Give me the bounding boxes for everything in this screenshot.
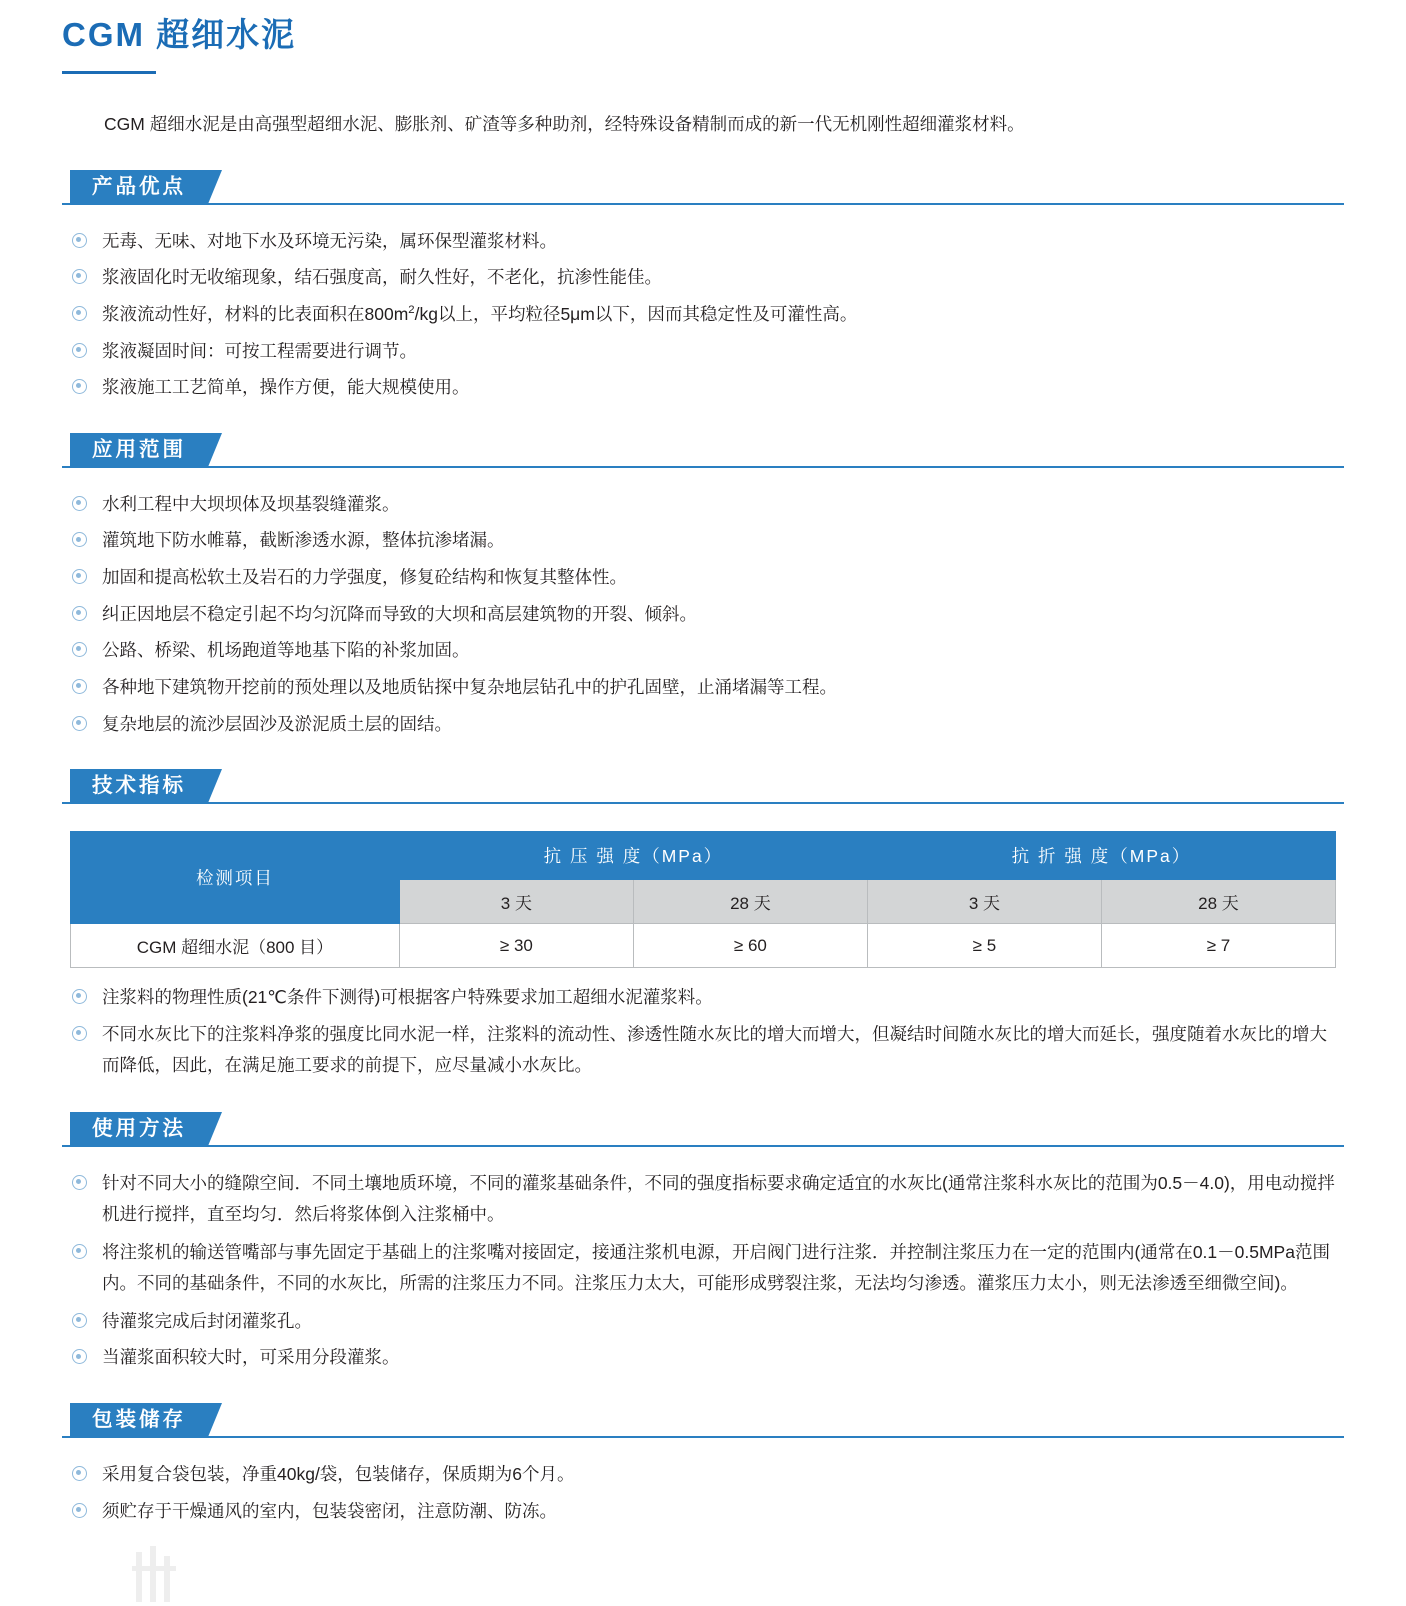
list-item [70, 672, 1336, 703]
list-item-text: 采用复合袋包装，净重40kg/袋，包装储存，保质期为6个月。 [102, 1464, 575, 1485]
list-item [70, 372, 1336, 403]
list-item [70, 226, 1336, 257]
list-item [70, 635, 1336, 666]
bullet-circle-icon [72, 606, 87, 621]
list-item-text: 待灌浆完成后封闭灌浆孔。 [102, 1310, 312, 1331]
section-heading-rule [62, 1436, 1344, 1438]
packaging-list [70, 1459, 1336, 1526]
application-list [70, 489, 1336, 739]
header-cell-compressive: 抗 压 强 度（MPa） [399, 832, 867, 880]
section-heading-rule [62, 466, 1344, 468]
section-heading-label: 应用范围 [70, 433, 208, 467]
list-item [70, 1019, 1336, 1082]
list-item-text: 公路、桥梁、机场跑道等地基下陷的补浆加固。 [102, 640, 470, 661]
bullet-circle-icon [72, 1349, 87, 1364]
table-row [71, 924, 1336, 968]
list-item [70, 1168, 1336, 1231]
list-item-text-superscript: 2 [408, 304, 415, 317]
list-item-text: 浆液固化时无收缩现象，结石强度高，耐久性好，不老化，抗渗性能佳。 [102, 267, 662, 288]
bullet-circle-icon [72, 989, 87, 1004]
section-technical-specs [0, 769, 1406, 1082]
title-underline [62, 71, 156, 74]
list-item-text: 灌筑地下防水帷幕，截断渗透水源，整体抗渗堵漏。 [102, 530, 505, 551]
list-item [70, 336, 1336, 367]
spec-table [70, 831, 1336, 968]
title-block [0, 0, 1406, 74]
list-item [70, 1237, 1336, 1300]
list-item-text: 纠正因地层不稳定引起不均匀沉降而导致的大坝和高层建筑物的开裂、倾斜。 [102, 603, 697, 624]
list-item-text: 无毒、无味、对地下水及环境无污染，属环保型灌浆材料。 [102, 230, 557, 251]
header-cell-flexural: 抗 折 强 度（MPa） [867, 832, 1335, 880]
section-heading-label: 技术指标 [70, 769, 208, 803]
bullet-circle-icon [72, 496, 87, 511]
list-item-text: 复杂地层的流沙层固沙及淤泥质土层的固结。 [102, 713, 452, 734]
section-application-scope [0, 433, 1406, 739]
section-heading-rule [62, 802, 1344, 804]
list-item [70, 262, 1336, 293]
section-heading-label: 包装储存 [70, 1403, 208, 1437]
list-item [70, 562, 1336, 593]
list-item [70, 1306, 1336, 1337]
list-item [70, 599, 1336, 630]
list-item [70, 982, 1336, 1013]
bullet-circle-icon [72, 269, 87, 284]
bullet-circle-icon [72, 569, 87, 584]
section-heading-bar [62, 1403, 1344, 1445]
bullet-circle-icon [72, 1026, 87, 1041]
list-item-text: 加固和提高松软土及岩石的力学强度，修复砼结构和恢复其整体性。 [102, 567, 627, 588]
bullet-circle-icon [72, 716, 87, 731]
list-item [70, 299, 1336, 330]
list-item-text: 水利工程中大坝坝体及坝基裂缝灌浆。 [102, 493, 400, 514]
list-item-text: 当灌浆面积较大时，可采用分段灌浆。 [102, 1347, 400, 1368]
list-item-text: 浆液凝固时间：可按工程需要进行调节。 [102, 340, 417, 361]
list-item [70, 1459, 1336, 1490]
list-item-text: 将注浆机的输送管嘴部与事先固定于基础上的注浆嘴对接固定，接通注浆机电源，开启阀门进行注浆．并控制注浆压力在一定的范围内(通常在0.1－0.5MPa范围内。不同的基础条件，不同的水灰比，所需的注浆压力不同。注浆压力太大，可能形成劈裂注浆，无法均匀渗透。灌浆压力太小，则无法渗透至细微空间)。 [102, 1241, 1330, 1294]
section-heading-bar [62, 170, 1344, 212]
bullet-circle-icon [72, 343, 87, 358]
subheader-cell-f28d: 28 天 [1101, 880, 1335, 924]
section-heading-bar [62, 1112, 1344, 1154]
section-heading-label: 使用方法 [70, 1112, 208, 1146]
cell-flexural-28d: ≥ 7 [1101, 924, 1335, 968]
section-heading-label: 产品优点 [70, 170, 208, 204]
table-header-row [71, 832, 1336, 880]
list-item-text: 不同水灰比下的注浆料净浆的强度比同水泥一样，注浆料的流动性、渗透性随水灰比的增大而增大，但凝结时间随水灰比的增大而延长，强度随着水灰比的增大而降低，因此，在满足施工要求的前提下，应尽量减小水灰比。 [102, 1023, 1327, 1076]
cell-compressive-3d: ≥ 30 [399, 924, 633, 968]
list-item-text: 各种地下建筑物开挖前的预处理以及地质钻探中复杂地层钻孔中的护孔固壁，止涌堵漏等工程。 [102, 676, 837, 697]
list-item-text: 浆液施工工艺简单，操作方便，能大规模使用。 [102, 377, 470, 398]
bullet-circle-icon [72, 1244, 87, 1259]
subheader-cell-f3d: 3 天 [867, 880, 1101, 924]
subheader-cell-c3d: 3 天 [399, 880, 633, 924]
cell-compressive-28d: ≥ 60 [633, 924, 867, 968]
page-title: CGM 超细水泥 [62, 16, 297, 53]
bullet-circle-icon [72, 1503, 87, 1518]
intro-paragraph: CGM 超细水泥是由高强型超细水泥、膨胀剂、矿渣等多种助剂，经特殊设备精制而成的新一代无机刚性超细灌浆材料。 [104, 113, 1025, 134]
list-item-text: 须贮存于干燥通风的室内，包装袋密闭，注意防潮、防冻。 [102, 1500, 557, 1521]
section-packaging-storage [0, 1403, 1406, 1526]
list-item [70, 525, 1336, 556]
footer-watermark-icon [128, 1546, 188, 1606]
list-item [70, 709, 1336, 740]
advantages-list [70, 226, 1336, 403]
cell-flexural-3d: ≥ 5 [867, 924, 1101, 968]
bullet-circle-icon [72, 233, 87, 248]
usage-list [70, 1168, 1336, 1373]
bullet-circle-icon [72, 1175, 87, 1190]
section-heading-rule [62, 1145, 1344, 1147]
list-item-text-suffix: /kg以上，平均粒径5μm以下，因而其稳定性及可灌性高。 [414, 303, 858, 324]
bullet-circle-icon [72, 679, 87, 694]
section-heading-bar [62, 769, 1344, 811]
cell-product-name: CGM 超细水泥（800 目） [71, 924, 400, 968]
spec-notes-list [70, 982, 1336, 1082]
bullet-circle-icon [72, 1313, 87, 1328]
list-item-text: 针对不同大小的缝隙空间．不同土壤地质环境，不同的灌浆基础条件，不同的强度指标要求确定适宜的水灰比(通常注浆科水灰比的范围为0.5－4.0)，用电动搅拌机进行搅拌，直至均匀．然后将浆体倒入注浆桶中。 [102, 1172, 1335, 1225]
spec-table-body [71, 924, 1336, 968]
spec-table-wrapper [70, 831, 1336, 968]
bullet-circle-icon [72, 1466, 87, 1481]
section-heading-rule [62, 203, 1344, 205]
section-usage-method [0, 1112, 1406, 1373]
bullet-circle-icon [72, 379, 87, 394]
subheader-cell-c28d: 28 天 [633, 880, 867, 924]
list-item [70, 1342, 1336, 1373]
bullet-circle-icon [72, 306, 87, 321]
header-cell-item: 检测项目 [71, 832, 400, 924]
bullet-circle-icon [72, 642, 87, 657]
list-item-text-prefix: 浆液流动性好，材料的比表面积在800m [102, 303, 409, 324]
list-item [70, 1496, 1336, 1527]
spec-table-head [71, 832, 1336, 924]
bullet-circle-icon [72, 532, 87, 547]
list-item-text: 注浆料的物理性质(21℃条件下测得)可根据客户特殊要求加工超细水泥灌浆料。 [102, 987, 713, 1008]
section-heading-bar [62, 433, 1344, 475]
section-product-advantages [0, 170, 1406, 403]
list-item [70, 489, 1336, 520]
